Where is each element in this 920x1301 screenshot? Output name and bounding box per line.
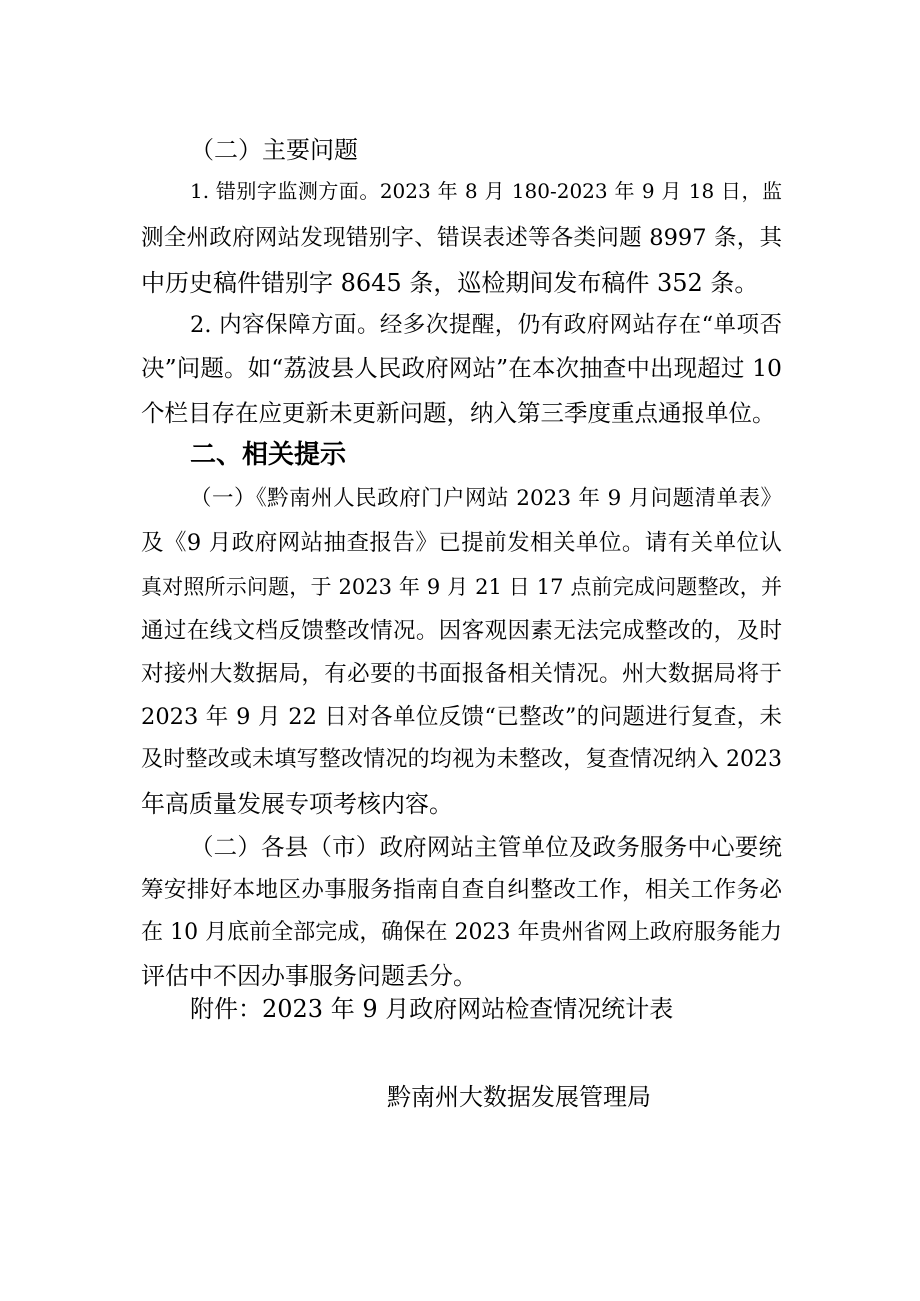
paragraph-line: 及时整改或未填写整改情况的均视为未整改，复查情况纳入 2023 — [141, 747, 782, 772]
section-heading: 二、相关提示 — [190, 440, 347, 470]
paragraph-line: 筹安排好本地区办事服务指南自查自纠整改工作，相关工作务必 — [141, 877, 782, 903]
signature-organization: 黔南州大数据发展管理局 — [387, 1083, 651, 1111]
attachment-note: 附件：2023 年 9 月政府网站检查情况统计表 — [190, 995, 674, 1023]
paragraph-line: 评估中不因办事服务问题丢分。 — [141, 962, 477, 990]
paragraph-line: 1. 错别字监测方面。2023 年 8 月 180-2023 年 9 月 18 日，监 — [190, 179, 782, 203]
paragraph-line: 通过在线文档反馈整改情况。因客观因素无法完成整改的，及时 — [141, 618, 782, 644]
paragraph-line: 对接州大数据局，有必要的书面报备相关情况。州大数据局将于 — [141, 661, 782, 687]
paragraph-line: 真对照所示问题，于 2023 年 9 月 21 日 17 点前完成问题整改，并 — [141, 575, 782, 599]
paragraph-line: 2. 内容保障方面。经多次提醒，仍有政府网站存在“单项否 — [190, 312, 782, 338]
paragraph-line: （二）各县（市）政府网站主管单位及政务服务中心要统 — [190, 833, 782, 861]
paragraph-line: 决”问题。如“荔波县人民政府网站”在本次抽查中出现超过 10 — [141, 354, 782, 382]
paragraph-line: 在 10 月底前全部完成，确保在 2023 年贵州省网上政府服务能力 — [141, 920, 782, 945]
paragraph-line: 年高质量发展专项考核内容。 — [141, 790, 453, 818]
paragraph-line: 及《9 月政府网站抽查报告》已提前发相关单位。请有关单位认 — [141, 530, 782, 556]
paragraph-line: （一）《黔南州人民政府门户网站 2023 年 9 月问题清单表》 — [190, 486, 782, 511]
paragraph-line: 个栏目存在应更新未更新问题，纳入第三季度重点通报单位。 — [141, 399, 776, 427]
paragraph-line: 中历史稿件错别字 8645 条，巡检期间发布稿件 352 条。 — [141, 269, 759, 297]
paragraph-line: 2023 年 9 月 22 日对各单位反馈“已整改”的问题进行复查，未 — [141, 704, 782, 730]
paragraph-line: 测全州政府网站发现错别字、错误表述等各类问题 8997 条，其 — [141, 225, 782, 251]
section-subtitle: （二）主要问题 — [190, 136, 358, 164]
